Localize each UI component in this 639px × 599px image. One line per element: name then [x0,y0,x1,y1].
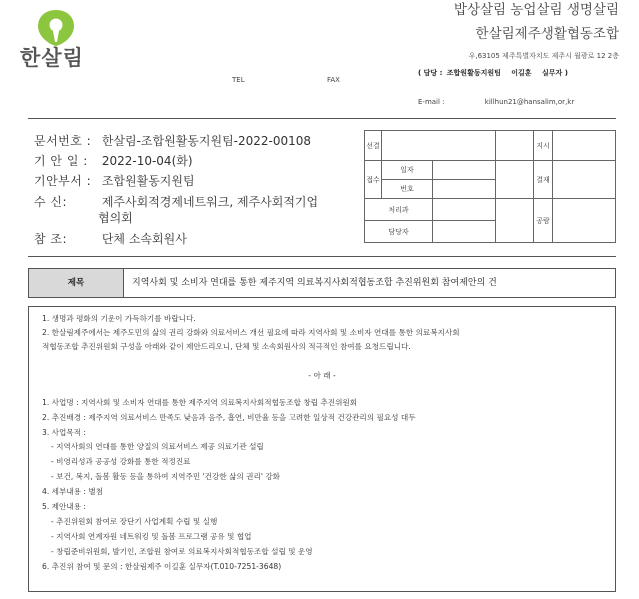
title-box [28,268,616,298]
recipient-row [34,193,318,210]
logo-text: 한살림 [20,46,84,70]
damdangja-blank [433,221,496,243]
header-divider [28,118,616,119]
item-2: 2. 추진배경 : 제주지역 의료서비스 만족도 낮음과 음주, 흡연, 비만율 등을 고려한 일상적 건강관리의 필요성 대두 [42,413,416,422]
gongram-cell: 공람 [534,199,553,243]
doc-number-row [34,132,311,149]
beonho-cell: 번호 [382,180,433,199]
recipient-value-cont: 협의회 [98,211,133,225]
seon-gyeol-blank [382,131,496,161]
reference-label: 참 조: [34,232,68,246]
paragraph-1: 1. 생명과 평화의 기운이 가득하기를 바랍니다. [42,314,196,323]
proposal-sub-1: - 추진위원회 참여로 장단기 사업계획 수립 및 실행 [51,517,218,526]
item-5: 5. 제안내용 : [42,502,86,511]
fax-label: FAX [327,76,340,84]
contact-suffix: 실무자 ) [542,69,568,77]
draft-date-label: 기 안 일 : [34,154,88,168]
seon-gyeol-cell: 선결 [365,131,382,161]
reference-row [34,230,187,247]
purpose-sub-3: - 보건, 복지, 돌봄 활동 등을 통하여 지역주민 '건강한 삶의 권리' 강화 [51,472,281,481]
recipient-label: 수 신: [34,195,68,209]
draft-dept-row [34,172,195,189]
title-text: 지역사회 및 소비자 연대를 통한 제주지역 의료복지사회적협동조합 추진위원회 참여제안의 건 [132,278,497,288]
item-3: 3. 사업목적 : [42,428,86,437]
paragraph-2a: 2. 한살림제주에서는 제주도민의 삶의 권리 강화와 의료서비스 개선 필요에 따라 지역사회 및 소비자 연대를 통한 의료복지사회 [42,328,460,337]
cheorigwa-blank [433,199,496,221]
paragraph-2b: 적협동조합 추진위원회 구성을 아래와 같이 제안드리오니, 단체 및 소속회원사의 적극적인 참여를 요청드립니다. [42,342,411,351]
item-4: 4. 세부내용 : 별첨 [42,487,104,496]
slogan: 밥상살림 농업살림 생명살림 [453,2,619,18]
jisi-cell: 지시 [534,131,553,161]
contact-person: 이길훈 [511,69,532,77]
org-name: 한살림제주생활협동조합 [475,26,619,42]
address: 우,63105 제주특별자치도 제주시 월광로 12 2층 [468,52,619,60]
email-value[interactable]: killhun21@hansalim,or,kr [484,98,575,106]
approval-table [364,130,616,243]
contact-prefix: ( 담당 : [418,69,443,77]
ilja-cell: 일자 [382,161,433,180]
jeopsu-cell: 접수 [365,161,382,199]
damdangja-cell: 담당자 [365,221,433,243]
draft-date-row [34,152,193,169]
gyeoljae-cell: 결재 [534,161,553,199]
tel-label: TEL [232,76,245,84]
draft-dept-label: 기안부서 : [34,174,92,188]
email-row [418,98,574,106]
info-divider [28,256,616,257]
ilja-blank [433,161,496,180]
purpose-sub-2: - 비영리성과 공공성 강화를 통한 적정진료 [51,457,191,466]
cheorigwa-cell: 처리과 [365,199,433,221]
email-label: E-mail : [418,98,445,106]
blank-cell [496,131,534,161]
beonho-blank [433,180,496,199]
item-1: 1. 사업명 : 지역사회 및 소비자 연대를 통한 제주지역 의료복지사회적협동조합 창립 추진위원회 [42,398,358,407]
proposal-sub-2: - 지역사회 연계자원 네트워킹 및 돌봄 프로그램 공유 및 협업 [51,532,252,541]
gyeoljae-blank [553,161,616,199]
blank-cell [496,199,534,243]
doc-number-label: 문서번호 : [34,134,92,148]
below-heading: - 아 래 - [308,371,336,380]
draft-date-value: 2022-10-04(화) [101,154,193,168]
contact-info [418,68,568,78]
doc-number-value: 한살림-조합원활동지원팀-2022-00108 [101,134,312,148]
gongram-blank [553,199,616,243]
body-box [28,306,616,592]
item-6: 6. 추진위 참여 및 문의 : 한살림제주 이길훈 실무자(T.010-7251-3648) [42,562,282,571]
purpose-sub-1: - 지역사회의 연대를 통한 양질의 의료서비스 제공 의료기관 설립 [51,442,264,451]
recipient-value: 제주사회적경제네트워크, 제주사회적기업 [101,195,319,209]
contact-dept: 조합원활동지원팀 [446,68,501,77]
title-label: 제목 [29,269,124,297]
blank-cell [496,161,534,199]
proposal-sub-3: - 창립준비위원회, 발기인, 조합원 참여로 의료복지사회적협동조합 설립 및 운영 [51,547,313,556]
reference-value: 단체 소속회원사 [101,232,187,246]
draft-dept-value: 조합원활동지원팀 [101,174,195,188]
jisi-blank [553,131,616,161]
